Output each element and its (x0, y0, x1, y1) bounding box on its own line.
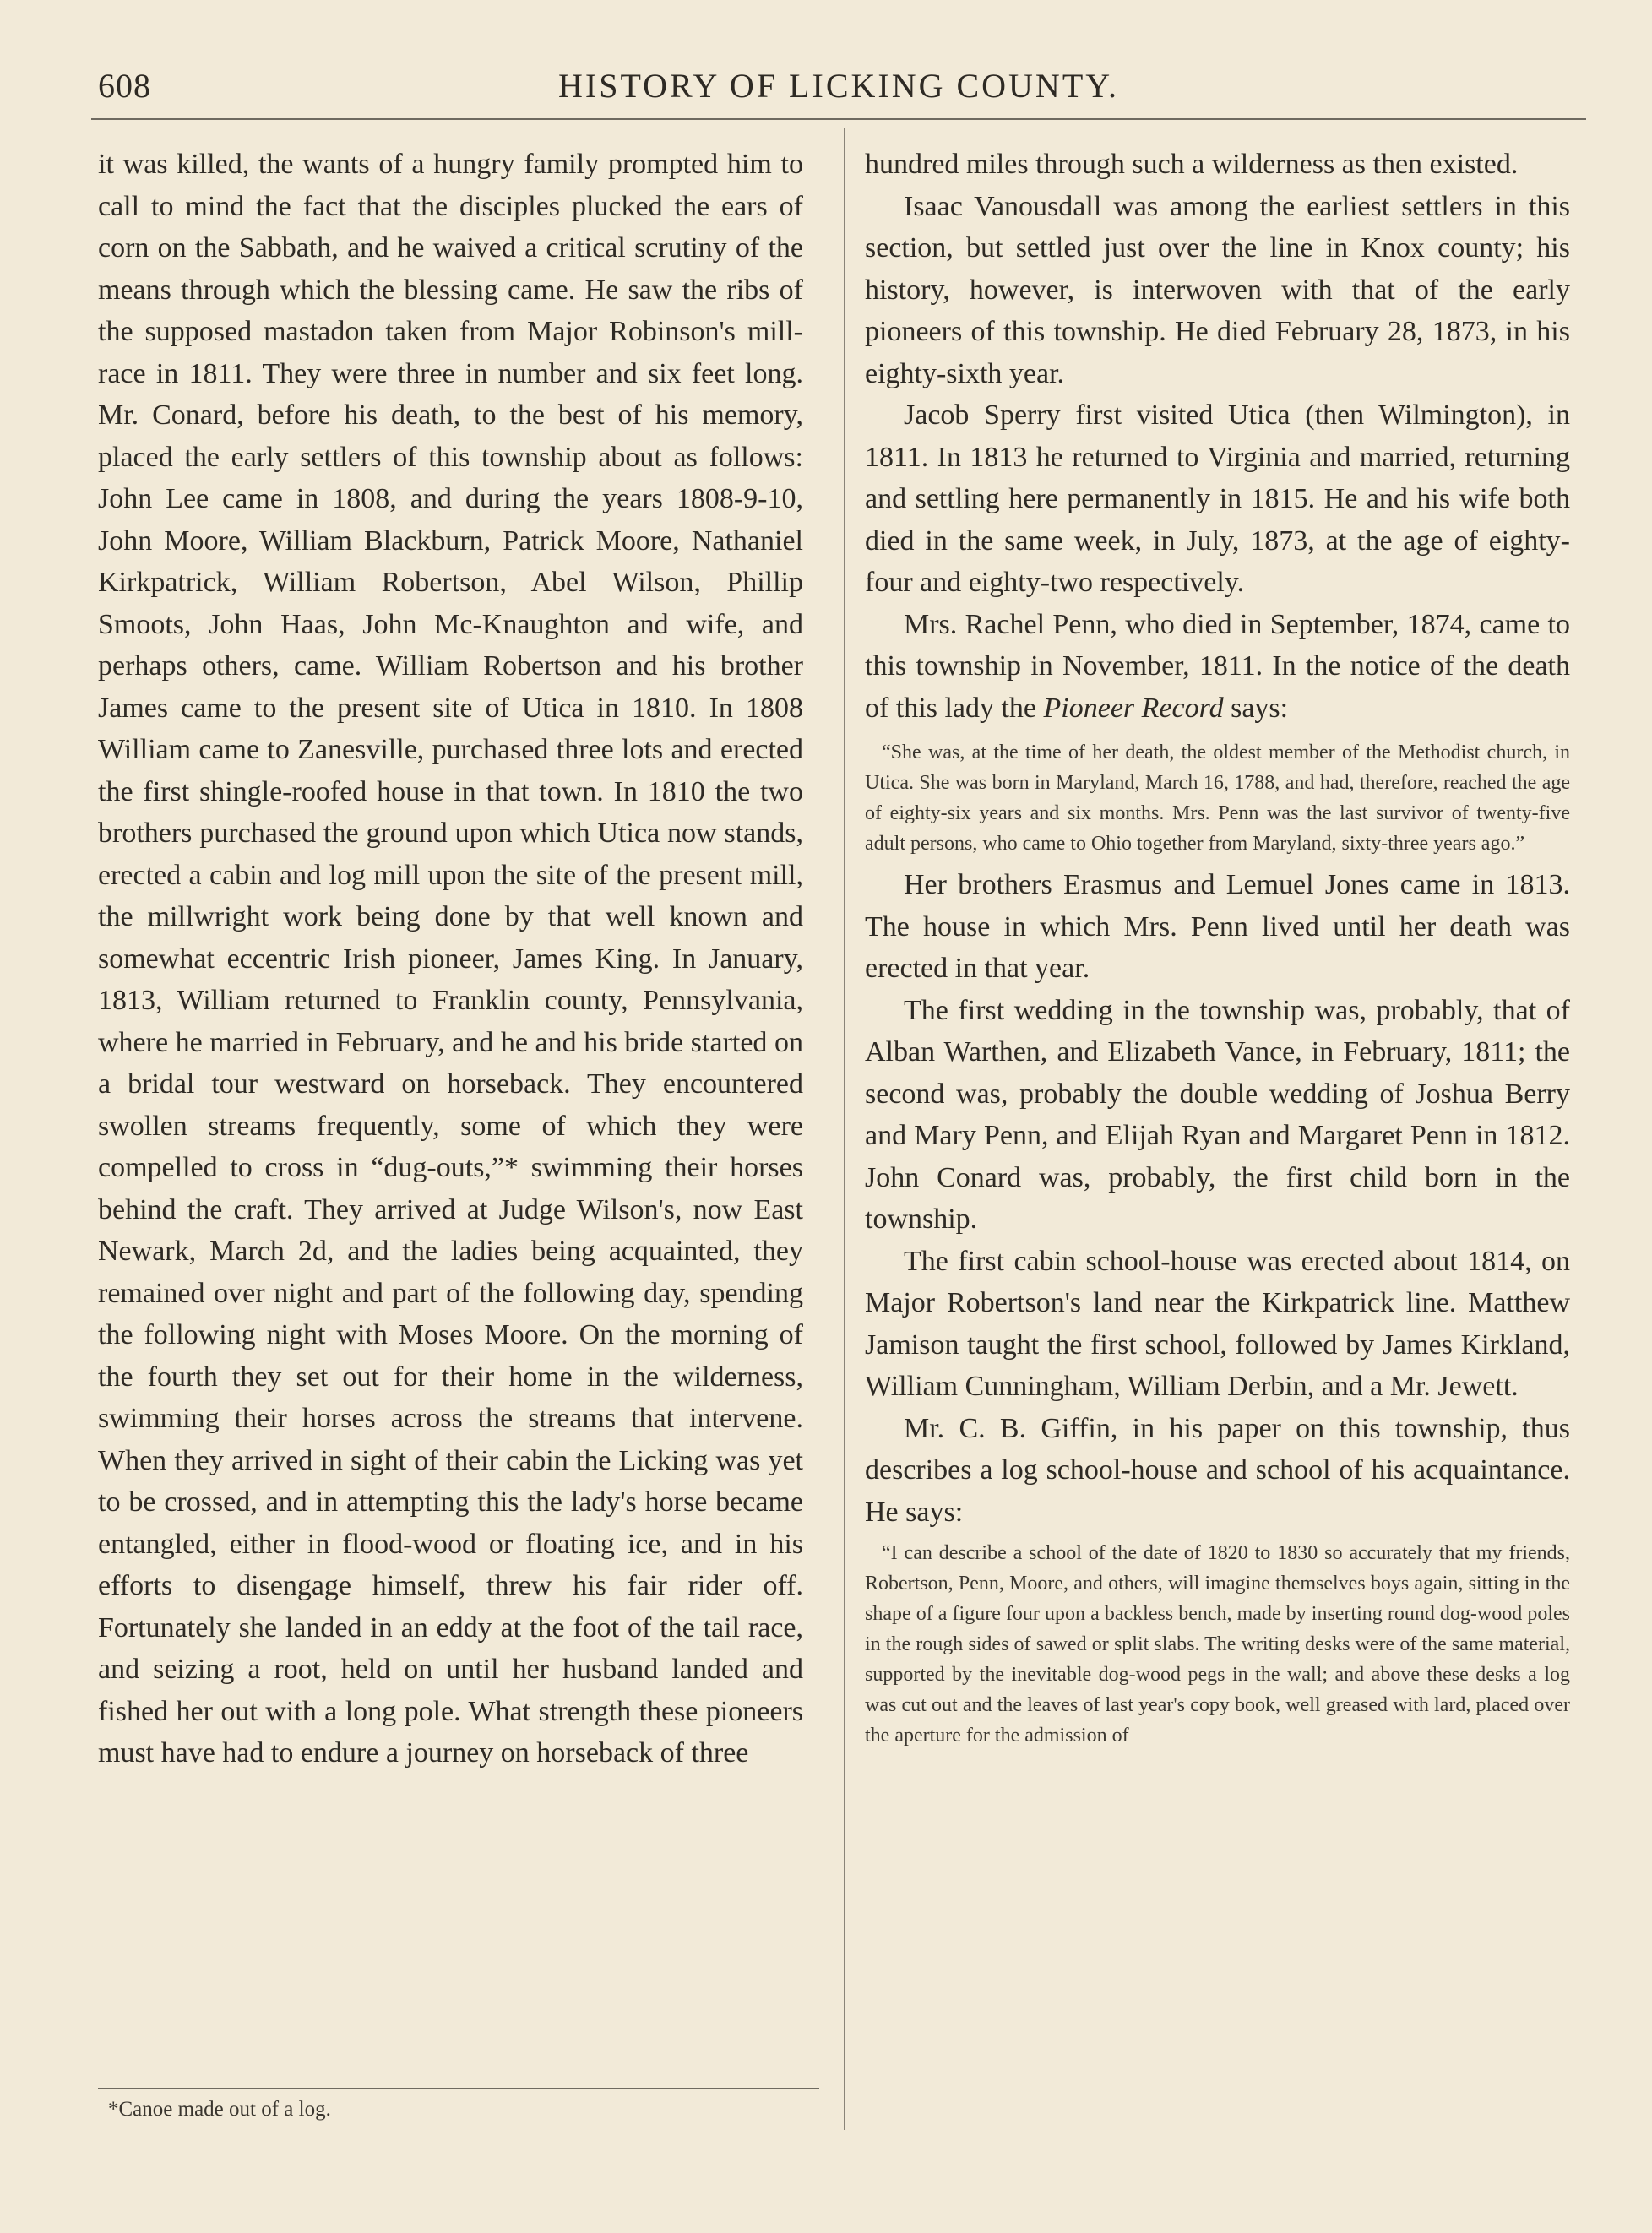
newspaper-title: Pioneer Record (1043, 692, 1224, 724)
paragraph-text: says: (1223, 692, 1289, 724)
column-divider (844, 128, 845, 2130)
right-column (865, 144, 1570, 1756)
paragraph: Isaac Vanousdall was among the earliest settlers in this section, but settled just over the line in Knox county; his history, however, is interwoven with that of the early pioneers of this township. He died February 28, 1873, in his eighty-sixth year. (865, 190, 1570, 389)
paragraph-text: Mrs. Rachel Penn, who died in September, 1874, came to this township in November, 1811. In the notice of the death of this lady the (865, 608, 1570, 724)
header-rule (91, 118, 1586, 120)
paragraph: Her brothers Erasmus and Lemuel Jones came in 1813. The house in which Mrs. Penn lived until her death was erected in that year. (865, 869, 1570, 984)
block-quote: “I can describe a school of the date of 1820 to 1830 so accurately that my friends, Robertson, Penn, Moore, and others, will imagine themselves boys again, sitting in the shape of a figure four upon a backless bench, made by inserting round dog-wood poles in the rough sides of sawed or split slabs. The writing desks were of the same material, supported by the inevitable dog-wood pegs in the wall; and above these desks a log was cut out and the leaves of last year's copy book, well greased with lard, placed over the aperture for the admission of (865, 1542, 1570, 1747)
page-number: 608 (98, 67, 151, 105)
paragraph: Jacob Sperry first visited Utica (then Wilmington), in 1811. In 1813 he returned to Virginia and married, returning and settling here permanently in 1815. He and his wife both died in the same week, in July, 1873, at the age of eighty-four and eighty-two respectively. (865, 399, 1570, 598)
paragraph: The first cabin school-house was erected about 1814, on Major Robertson's land near the Kirkpatrick line. Matthew Jamison taught the first school, followed by James Kirkland, William Cunningham, William Derbin, and a Mr. Jewett. (865, 1245, 1570, 1402)
paragraph (865, 604, 1570, 730)
page-header (91, 61, 1586, 111)
footnote-rule (98, 2088, 819, 2089)
paragraph: The first wedding in the township was, probably, that of Alban Warthen, and Elizabeth Vance, in February, 1811; the second was, probably the double wedding of Joshua Berry and Mary Penn, and Elijah Ryan and Margaret Penn in 1812. John Conard was, probably, the first child born in the township. (865, 994, 1570, 1235)
paragraph: Mr. C. B. Giffin, in his paper on this township, thus describes a log school-house and school of his acquaintance. He says: (865, 1412, 1570, 1528)
footnote: *Canoe made out of a log. (108, 2098, 331, 2121)
block-quote: “She was, at the time of her death, the oldest member of the Methodist church, in Utica. She was born in Maryland, March 16, 1788, and had, therefore, reached the age of eighty-six years and six months. Mrs. Penn was the last survivor of twenty-five adult persons, who came to Ohio together from Maryland, sixty-three years ago.” (865, 742, 1570, 855)
running-title: HISTORY OF LICKING COUNTY. (558, 67, 1119, 105)
paragraph: it was killed, the wants of a hungry family prompted him to call to mind the fact that the disciples plucked the ears of corn on the Sabbath, and he waived a critical scrutiny of the means through which the blessing came. He saw the ribs of the supposed mastadon taken from Major Robinson's mill-race in 1811. They were three in number and six feet long. Mr. Conard, before his death, to the best of his memory, placed the early settlers of this township about as follows: John Lee came in 1808, and during the years 1808-9-10, John Moore, William Blackburn, Patrick Moore, Nathaniel Kirkpatrick, William Robertson, Abel Wilson, Phillip Smoots, John Haas, John Mc-Knaughton and wife, and perhaps others, came. William Robertson and his brother James came to the present site of Utica in 1810. In 1808 William came to Zanesville, purchased three lots and erected the first shingle-roofed house in that town. In 1810 the two brothers purchased the ground upon which Utica now stands, erected a cabin and log mill upon the site of the present mill, the millwright work being done by that well known and somewhat eccentric Irish pioneer, James King. In January, 1813, William returned to Franklin county, Pennsylvania, where he married in February, and he and his bride started on a bridal tour westward on horseback. They encountered swollen streams frequently, some of which they were compelled to cross in “dug-outs,”* swimming their horses behind the craft. They arrived at Judge Wilson's, now East Newark, March 2d, and the ladies being acquainted, they remained over night and part of the following day, spending the following night with Moses Moore. On the morning of the fourth they set out for their home in the wilderness, swimming their horses across the streams that intervene. When they arrived in sight of their cabin the Licking was yet to be crossed, and in attempting this the lady's horse became entangled, either in flood-wood or floating ice, and in his efforts to disengage himself, threw his fair rider off. Fortunately she landed in an eddy at the foot of the tail race, and seizing a root, held on until her husband landed and fished her out with a long pole. What strength these pioneers must have had to endure a journey on horseback of three (98, 149, 803, 1768)
left-column (98, 144, 803, 1774)
paragraph: hundred miles through such a wilderness as then existed. (865, 149, 1519, 180)
